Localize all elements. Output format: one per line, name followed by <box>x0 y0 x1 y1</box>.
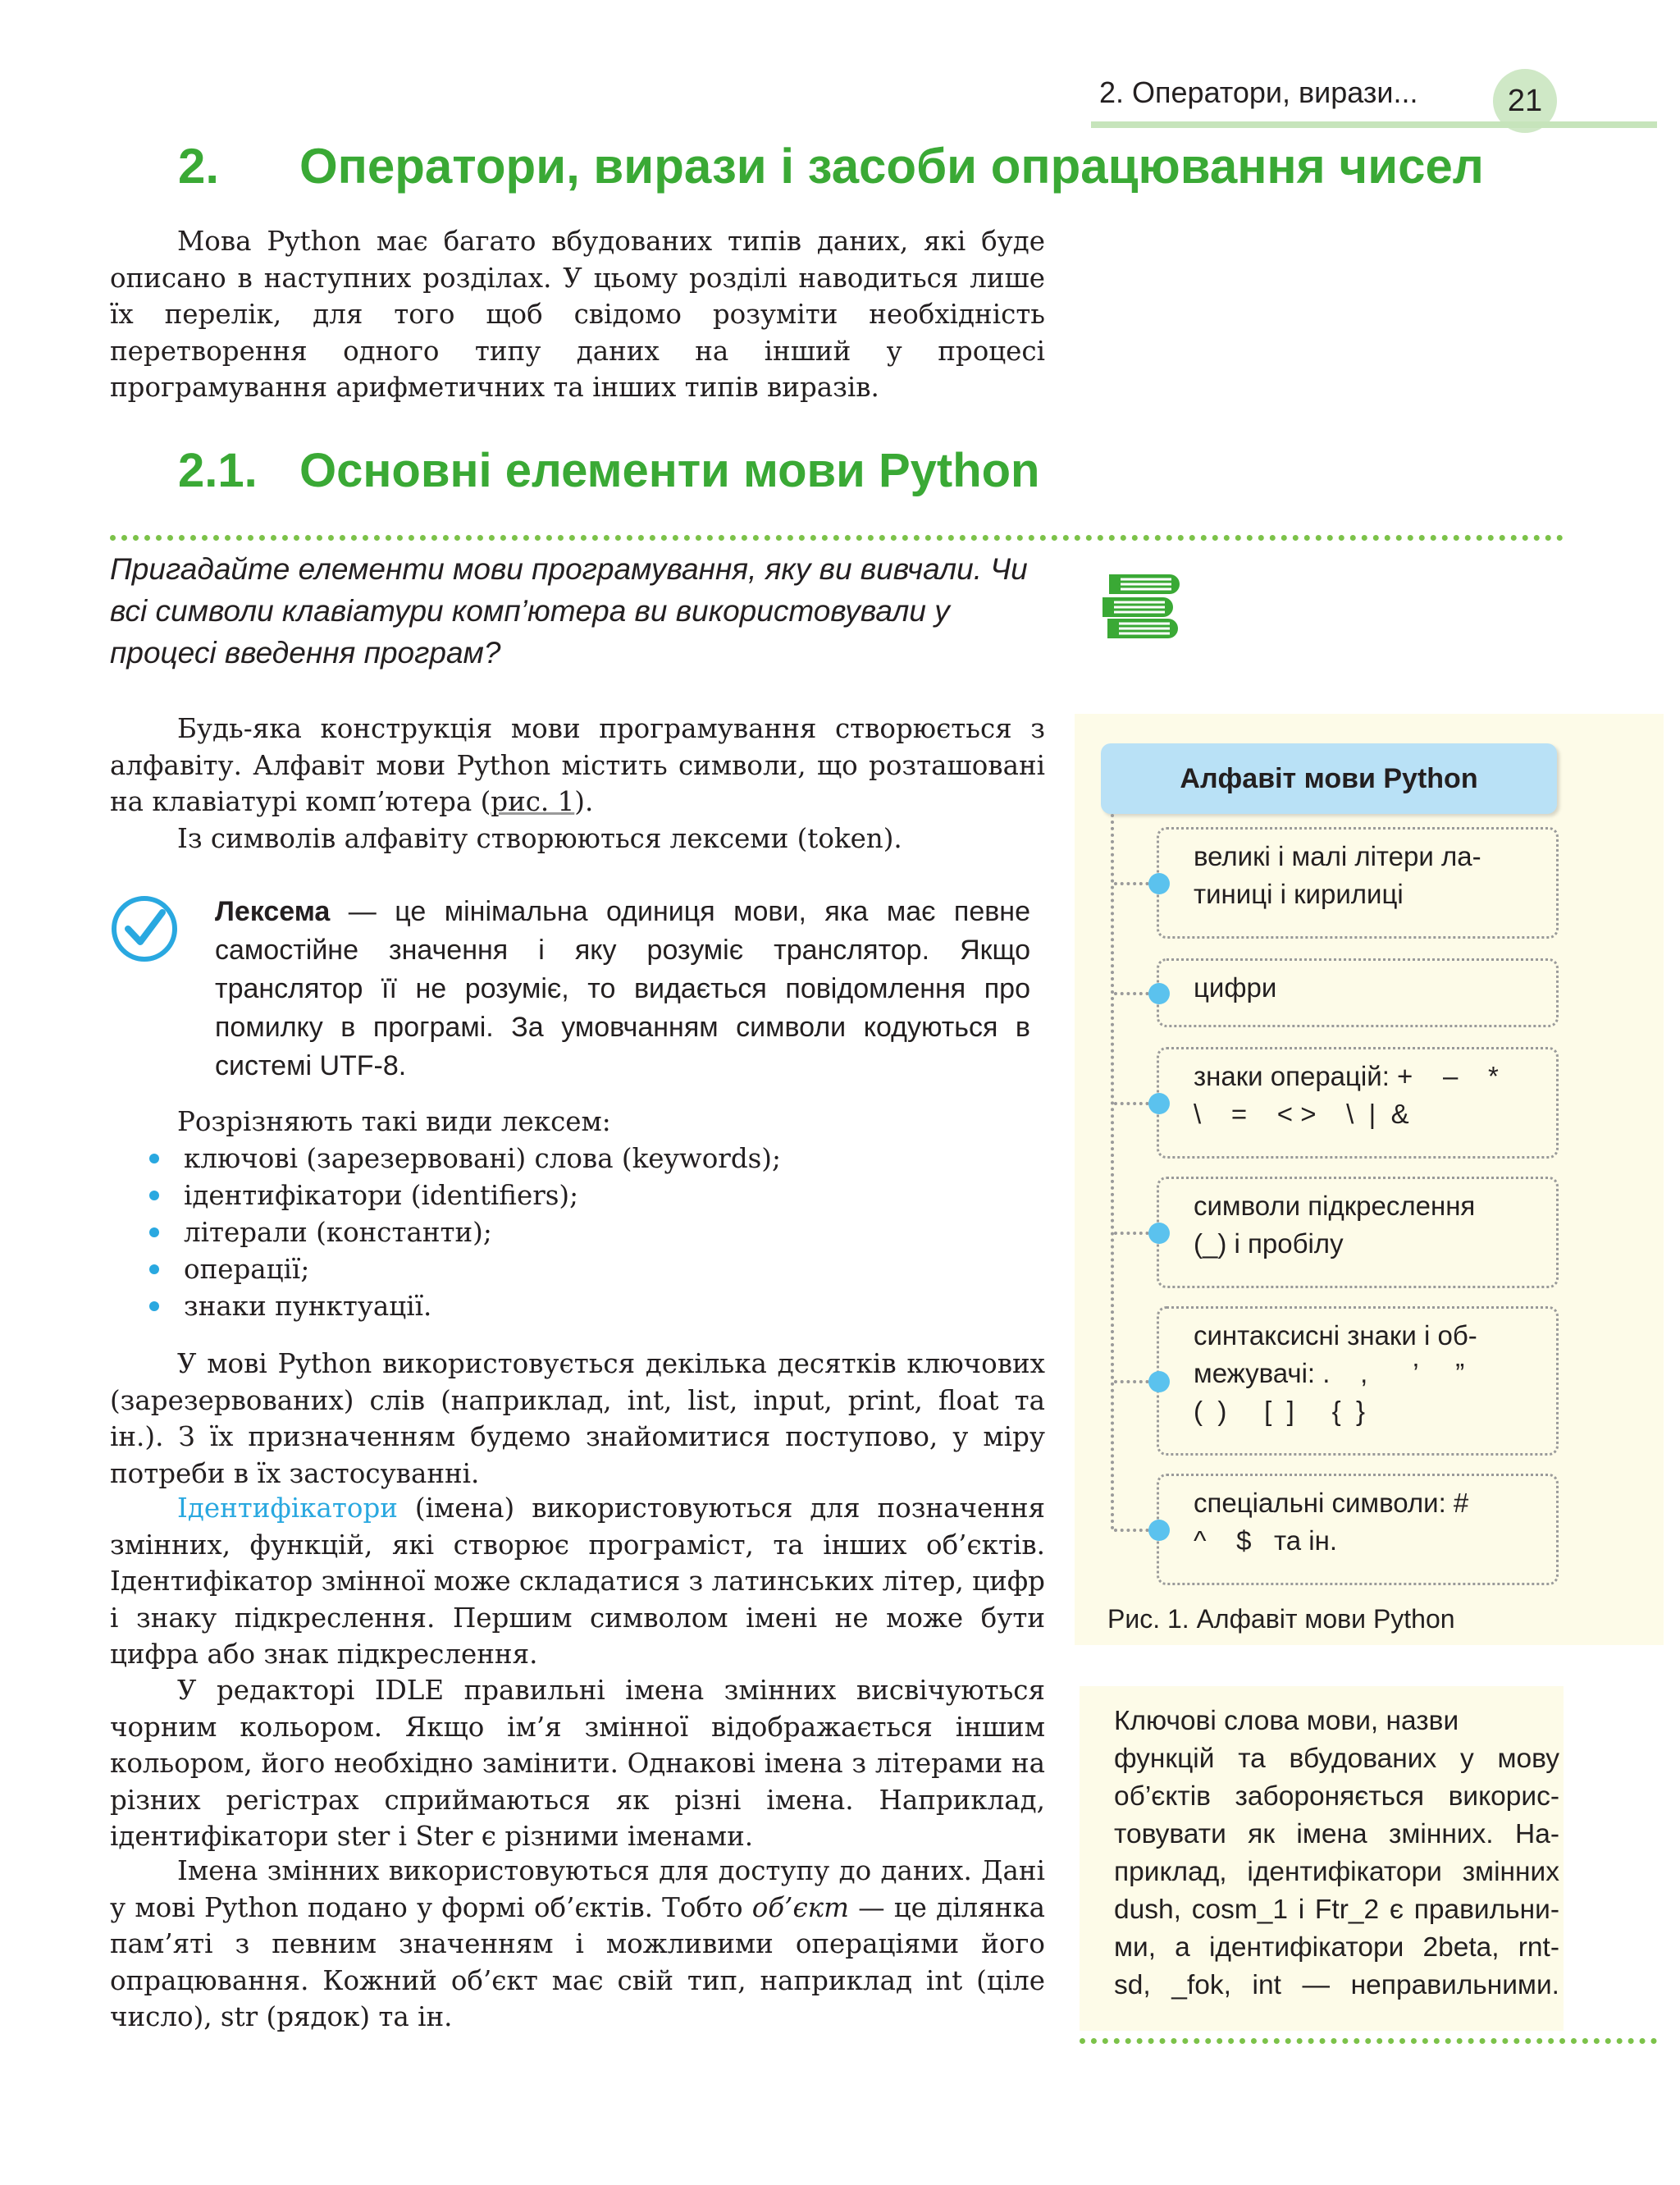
list-item: ідентифікатори (identifiers); <box>153 1177 781 1214</box>
tokens-paragraph: Із символів алфавіту створюються лексеми (token). <box>177 823 902 854</box>
figure-reference-link[interactable]: рис. 1 <box>491 786 575 817</box>
alphabet-item-delimiters: синтаксисні знаки і об- межувачі: . , ’ ” ( ) [ ] { } <box>1157 1306 1559 1456</box>
idle-paragraph: У редакторі IDLE правильні імена змінних висвічуються чорним кольором. Якщо ім’я змінної відображається іншим кольором, його необхідно замінити. Однакові імена з літерами на різних регістрах сприймаються як різні імена. Наприклад, ідентифікатори ster і Ster є різними іменами. <box>110 1675 1045 1852</box>
section-title: Основні елементи мови Python <box>299 444 1040 497</box>
definition-term: Лексема <box>215 896 331 927</box>
definition-block: Лексема — це мінімальна одиниця мови, яка має певне самостійне значення і яку розуміє транслятор. Якщо транслятор її не розуміє, то видається повідомлення про помилку в програмі. За умовчанням символи кодуються в системі UTF-8. <box>215 896 1030 1081</box>
identifiers-paragraph: Ідентифікатори (імена) використовуються для позначення змінних, функцій, які створює програміст, та інших об’єктів. Ідентифікатор змінної може складатися з латинських літер, цифр і знаку підкреслення. Першим символом імені не може бути цифра або знак підкреслення. <box>110 1492 1045 1670</box>
alphabet-item-digits: цифри <box>1157 958 1559 1027</box>
checkmark-icon <box>110 894 179 963</box>
chapter-number: 2. <box>178 139 220 194</box>
alphabet-item-special: спеціальні символи: # ^ $ та ін. <box>1157 1474 1559 1585</box>
alphabet-item-underscore: символи підкреслення (_) і пробілу <box>1157 1177 1559 1288</box>
lexeme-types-intro: Розрізняють такі види лексем: <box>177 1106 611 1137</box>
list-item: операції; <box>153 1251 781 1288</box>
chapter-title: Оператори, вирази і засоби опрацювання чисел <box>299 139 1484 194</box>
list-item: літерали (константи); <box>153 1214 781 1251</box>
bullet-dot <box>1148 1371 1170 1392</box>
section-divider <box>110 535 1564 541</box>
header-rule <box>1091 121 1657 128</box>
keywords-paragraph: У мові Python використовується декілька десятків ключових (зарезервованих) слів (наприклад, int, list, input, print, float та ін.). З їх призначенням будемо знайомитися поступово, у міру потреби в їх застосуванні. <box>110 1348 1045 1489</box>
identifiers-term: Ідентифікатори <box>177 1492 398 1524</box>
lexeme-types-list <box>153 1140 781 1325</box>
running-title: 2. Оператори, вирази... <box>1099 75 1418 109</box>
figure-caption: Рис. 1. Алфавіт мови Python <box>1107 1604 1455 1634</box>
objects-paragraph: Імена змінних використовуються для доступу до даних. Дані у мові Python подано у формі об’єктів. Тобто об’єкт — це ділянка пам’яті з певним значенням і можливими операціями його опрацювання. Кожний об’єкт має свій тип, наприклад int (ціле число), str (рядок) та ін. <box>110 1855 1046 2032</box>
note-divider <box>1080 2038 1657 2044</box>
list-item: знаки пунктуації. <box>153 1288 781 1325</box>
bullet-dot <box>1148 1520 1170 1541</box>
bullet-dot <box>1148 983 1170 1004</box>
tree-connector <box>1111 814 1114 1530</box>
bullet-dot <box>1148 1093 1170 1114</box>
note-text: Ключові слова мови, назви функцій та вбудованих у мову об’єктів забороняється викорис- товувати як імена змінних. На- приклад, ідентифікатори змінних dush, cosm_1 і Ftr_2 є правильни- ми, а ідентифікатори 2beta, rnt- sd, _fok, int — неправильними. <box>1114 1706 1559 2000</box>
alphabet-header-title: Алфавіт мови Python <box>1180 763 1478 794</box>
object-term: об’єкт <box>751 1891 849 1923</box>
section-number: 2.1. <box>178 444 258 497</box>
bullet-dot <box>1148 873 1170 894</box>
books-icon <box>1099 566 1181 645</box>
recall-question: Пригадайте елементи мови програмування, яку ви вивчали. Чи всі символи клавіатури комп’ютера ви використовували у процесі введення програм? <box>110 552 1028 670</box>
list-item: ключові (зарезервовані) слова (keywords); <box>153 1140 781 1177</box>
page-number: 21 <box>1507 84 1543 118</box>
bullet-dot <box>1148 1223 1170 1244</box>
alphabet-item-letters: великі і малі літери ла- тиниці і кирилиці <box>1157 827 1559 939</box>
alphabet-item-operators: знаки операцій: + – * \ = < > \ | & <box>1157 1047 1559 1159</box>
intro-paragraph: Мова Python має багато вбудованих типів даних, які буде описано в наступних розділах. У цьому розділі наводиться лише їх перелік, для того щоб свідомо розуміти необхідність перетворення одного типу даних на інший у процесі програмування арифметичних та інших типів виразів. <box>110 226 1045 403</box>
alphabet-paragraph: Будь-яка конструкція мови програмування створюється з алфавіту. Алфавіт мови Python містить символи, що розташовані на клавіатурі комп’ютера (рис. 1). <box>110 713 1045 817</box>
